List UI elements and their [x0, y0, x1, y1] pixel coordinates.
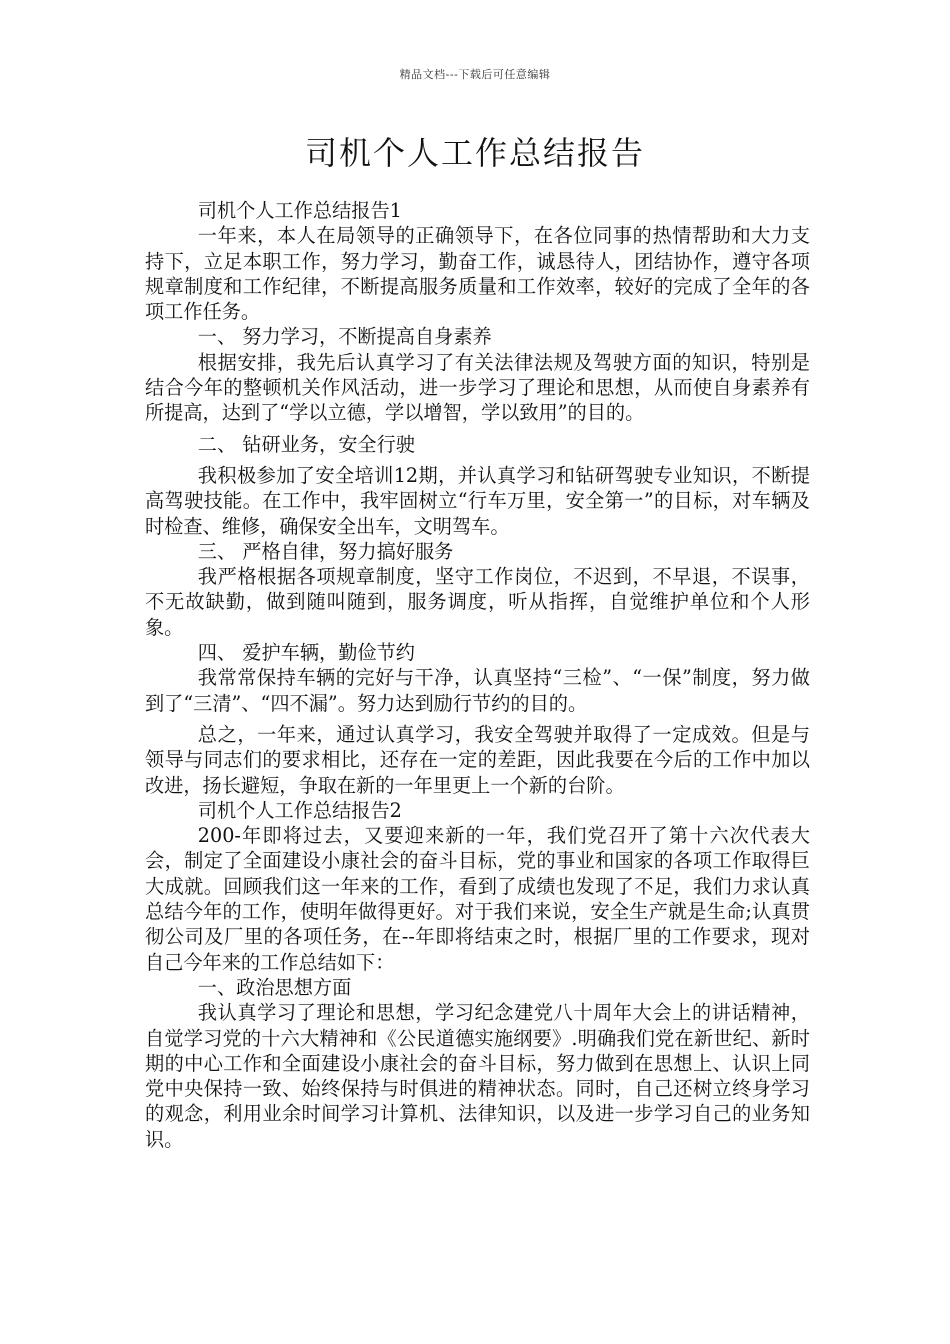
document-body [145, 198, 810, 1152]
section-heading: 一、政治思想方面 [197, 975, 352, 999]
body-paragraph: 我认真学习了理论和思想，学习纪念建党八十周年大会上的讲话精神，自觉学习党的十六大精神和《公民道德实施纲要》.明确我们党在新世纪、新时期的中心工作和全面建设小康社会的奋斗目标，努力做到在思想上、认识上同党中央保持一致、始终保持与时俱进的精神状态。同时，自己还树立终身学习的观念，利用业余时间学习计算机、法律知识，以及进一步学习自己的业务知识。 [145, 1001, 810, 1151]
page-header-note: 精品文档---下载后可任意编辑 [399, 68, 551, 81]
body-paragraph: 200-年即将过去，又要迎来新的一年，我们党召开了第十六次代表大会，制定了全面建设小康社会的奋斗目标，党的事业和国家的各项工作取得巨大成就。回顾我们这一年来的工作，看到了成绩也发现了不足，我们力求认真总结今年的工作，使明年做得更好。对于我们来说，安全生产就是生命;认真贯彻公司及厂里的各项任务，在--年即将结束之时，根据厂里的工作要求，现对自己今年来的工作总结如下： [145, 824, 810, 974]
document-title: 司机个人工作总结报告 [304, 134, 645, 172]
report-heading-2: 司机个人工作总结报告2 [197, 798, 402, 822]
body-paragraph: 根据安排，我先后认真学习了有关法律法规及驾驶方面的知识，特别是结合今年的整顿机关作风活动，进一步学习了理论和思想，从而使自身素养有所提高，达到了“学以立德，学以增智，学以致用”的目的。 [145, 350, 810, 425]
body-paragraph: 一年来，本人在局领导的正确领导下，在各位同事的热情帮助和大力支持下，立足本职工作，努力学习，勤奋工作，诚恳待人，团结协作，遵守各项规章制度和工作纪律，不断提高服务质量和工作效率，较好的完成了全年的各项工作任务。 [145, 224, 810, 324]
body-paragraph: 总之，一年来，通过认真学习，我安全驾驶并取得了一定成效。但是与领导与同志们的要求相比，还存在一定的差距，因此我要在今后的工作中加以改进，扬长避短，争取在新的一年里更上一个新的台阶。 [145, 722, 810, 797]
section-heading: 三、 严格自律，努力搞好服务 [197, 539, 454, 563]
section-heading: 二、 钻研业务，安全行驶 [197, 432, 415, 456]
body-paragraph: 我严格根据各项规章制度，坚守工作岗位，不迟到，不早退，不误事，不无故缺勤，做到随叫随到，服务调度，听从指挥，自觉维护单位和个人形象。 [145, 565, 810, 639]
body-paragraph: 我积极参加了安全培训12期，并认真学习和钻研驾驶专业知识，不断提高驾驶技能。在工作中，我牢固树立“行车万里，安全第一”的目标，对车辆及时检查、维修，确保安全出车，文明驾车。 [145, 463, 810, 538]
report-heading-1: 司机个人工作总结报告1 [197, 199, 402, 222]
body-paragraph: 我常常保持车辆的完好与干净，认真坚持“三检”、“一保”制度，努力做到了“三清”、“四不漏”。努力达到励行节约的目的。 [145, 666, 810, 715]
section-heading: 一、 努力学习，不断提高自身素养 [197, 325, 492, 349]
section-heading: 四、 爱护车辆，勤俭节约 [197, 641, 415, 665]
